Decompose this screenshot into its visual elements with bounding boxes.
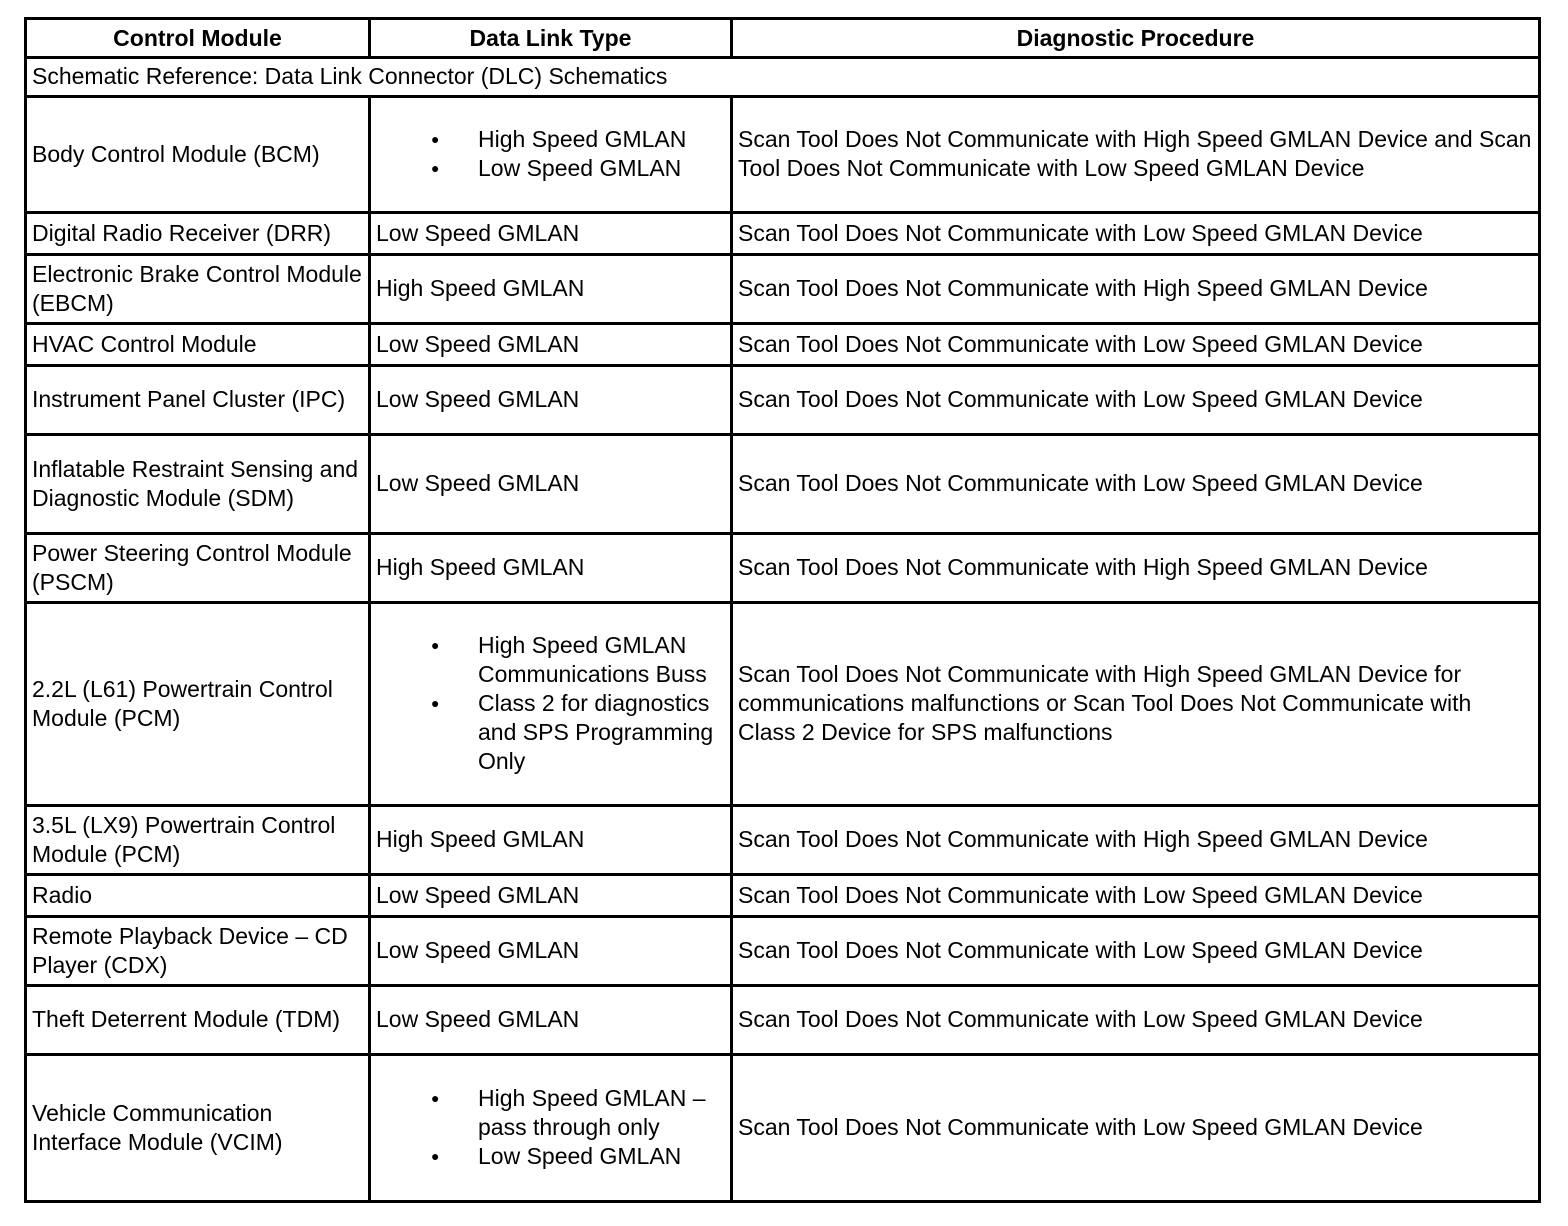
control-module-cell: HVAC Control Module bbox=[26, 324, 370, 366]
header-row bbox=[26, 19, 1540, 58]
table-row bbox=[26, 97, 1540, 213]
diagnostic-procedure-cell: Scan Tool Does Not Communicate with High Speed GMLAN Device bbox=[732, 534, 1540, 603]
table-row bbox=[26, 435, 1540, 534]
control-module-cell: Instrument Panel Cluster (IPC) bbox=[26, 366, 370, 435]
data-link-type-cell bbox=[370, 97, 732, 213]
control-module-cell: Remote Playback Device – CD Player (CDX) bbox=[26, 917, 370, 986]
control-module-cell: Digital Radio Receiver (DRR) bbox=[26, 213, 370, 255]
header-diagnostic-procedure: Diagnostic Procedure bbox=[732, 19, 1540, 58]
diagnostic-procedure-cell: Scan Tool Does Not Communicate with Low Speed GMLAN Device bbox=[732, 1055, 1540, 1202]
dlc-diagnostic-table bbox=[24, 17, 1541, 1203]
data-link-type-cell: High Speed GMLAN bbox=[370, 806, 732, 875]
table-row bbox=[26, 366, 1540, 435]
data-link-list-item: ● Low Speed GMLAN bbox=[376, 154, 724, 183]
data-link-list-item: ● Low Speed GMLAN bbox=[376, 1142, 724, 1171]
control-module-cell: Body Control Module (BCM) bbox=[26, 97, 370, 213]
table-row bbox=[26, 986, 1540, 1055]
data-link-type-cell: High Speed GMLAN bbox=[370, 534, 732, 603]
table-row bbox=[26, 255, 1540, 324]
control-module-cell: Power Steering Control Module (PSCM) bbox=[26, 534, 370, 603]
data-link-type-cell: Low Speed GMLAN bbox=[370, 213, 732, 255]
table-row bbox=[26, 806, 1540, 875]
table-row bbox=[26, 324, 1540, 366]
diagnostic-procedure-cell: Scan Tool Does Not Communicate with Low Speed GMLAN Device bbox=[732, 917, 1540, 986]
control-module-cell: Vehicle Communication Interface Module (VCIM) bbox=[26, 1055, 370, 1202]
diagnostic-procedure-cell: Scan Tool Does Not Communicate with High Speed GMLAN Device bbox=[732, 255, 1540, 324]
data-link-list-item: ● High Speed GMLAN Communications Buss bbox=[376, 631, 724, 689]
table-row bbox=[26, 875, 1540, 917]
data-link-type-cell: High Speed GMLAN bbox=[370, 255, 732, 324]
header-data-link-type: Data Link Type bbox=[370, 19, 732, 58]
control-module-cell: Inflatable Restraint Sensing and Diagnostic Module (SDM) bbox=[26, 435, 370, 534]
diagnostic-procedure-cell: Scan Tool Does Not Communicate with High Speed GMLAN Device for communications malfunctions or Scan Tool Does Not Communicate with Class 2 Device for SPS malfunctions bbox=[732, 603, 1540, 806]
data-link-type-cell: Low Speed GMLAN bbox=[370, 366, 732, 435]
data-link-list-item: ● Class 2 for diagnostics and SPS Programming Only bbox=[376, 689, 724, 776]
diagnostic-procedure-cell: Scan Tool Does Not Communicate with Low Speed GMLAN Device bbox=[732, 875, 1540, 917]
diagnostic-procedure-cell: Scan Tool Does Not Communicate with High Speed GMLAN Device and Scan Tool Does Not Communicate with Low Speed GMLAN Device bbox=[732, 97, 1540, 213]
data-link-list-item: ● High Speed GMLAN – pass through only bbox=[376, 1084, 724, 1142]
diagnostic-procedure-cell: Scan Tool Does Not Communicate with Low Speed GMLAN Device bbox=[732, 435, 1540, 534]
table-row bbox=[26, 917, 1540, 986]
diagnostic-procedure-cell: Scan Tool Does Not Communicate with High Speed GMLAN Device bbox=[732, 806, 1540, 875]
control-module-cell: 3.5L (LX9) Powertrain Control Module (PCM) bbox=[26, 806, 370, 875]
table-row bbox=[26, 1055, 1540, 1202]
diagnostic-procedure-cell: Scan Tool Does Not Communicate with Low Speed GMLAN Device bbox=[732, 213, 1540, 255]
control-module-cell: Electronic Brake Control Module (EBCM) bbox=[26, 255, 370, 324]
data-link-list bbox=[376, 1084, 724, 1171]
table-row bbox=[26, 603, 1540, 806]
data-link-type-cell bbox=[370, 1055, 732, 1202]
data-link-type-cell: Low Speed GMLAN bbox=[370, 875, 732, 917]
data-link-type-cell bbox=[370, 603, 732, 806]
header-control-module: Control Module bbox=[26, 19, 370, 58]
data-link-list bbox=[376, 631, 724, 776]
data-link-type-cell: Low Speed GMLAN bbox=[370, 917, 732, 986]
schematic-reference-row bbox=[26, 58, 1540, 97]
table-row bbox=[26, 213, 1540, 255]
control-module-cell: Theft Deterrent Module (TDM) bbox=[26, 986, 370, 1055]
diagnostic-procedure-cell: Scan Tool Does Not Communicate with Low Speed GMLAN Device bbox=[732, 986, 1540, 1055]
control-module-cell: 2.2L (L61) Powertrain Control Module (PCM) bbox=[26, 603, 370, 806]
data-link-type-cell: Low Speed GMLAN bbox=[370, 986, 732, 1055]
data-link-list-item: ● High Speed GMLAN bbox=[376, 125, 724, 154]
schematic-reference: Schematic Reference: Data Link Connector (DLC) Schematics bbox=[26, 58, 1540, 97]
diagnostic-procedure-cell: Scan Tool Does Not Communicate with Low Speed GMLAN Device bbox=[732, 366, 1540, 435]
diagnostic-procedure-cell: Scan Tool Does Not Communicate with Low Speed GMLAN Device bbox=[732, 324, 1540, 366]
data-link-list bbox=[376, 125, 724, 183]
data-link-type-cell: Low Speed GMLAN bbox=[370, 324, 732, 366]
data-link-type-cell: Low Speed GMLAN bbox=[370, 435, 732, 534]
table-row bbox=[26, 534, 1540, 603]
table-body bbox=[26, 58, 1540, 1202]
control-module-cell: Radio bbox=[26, 875, 370, 917]
